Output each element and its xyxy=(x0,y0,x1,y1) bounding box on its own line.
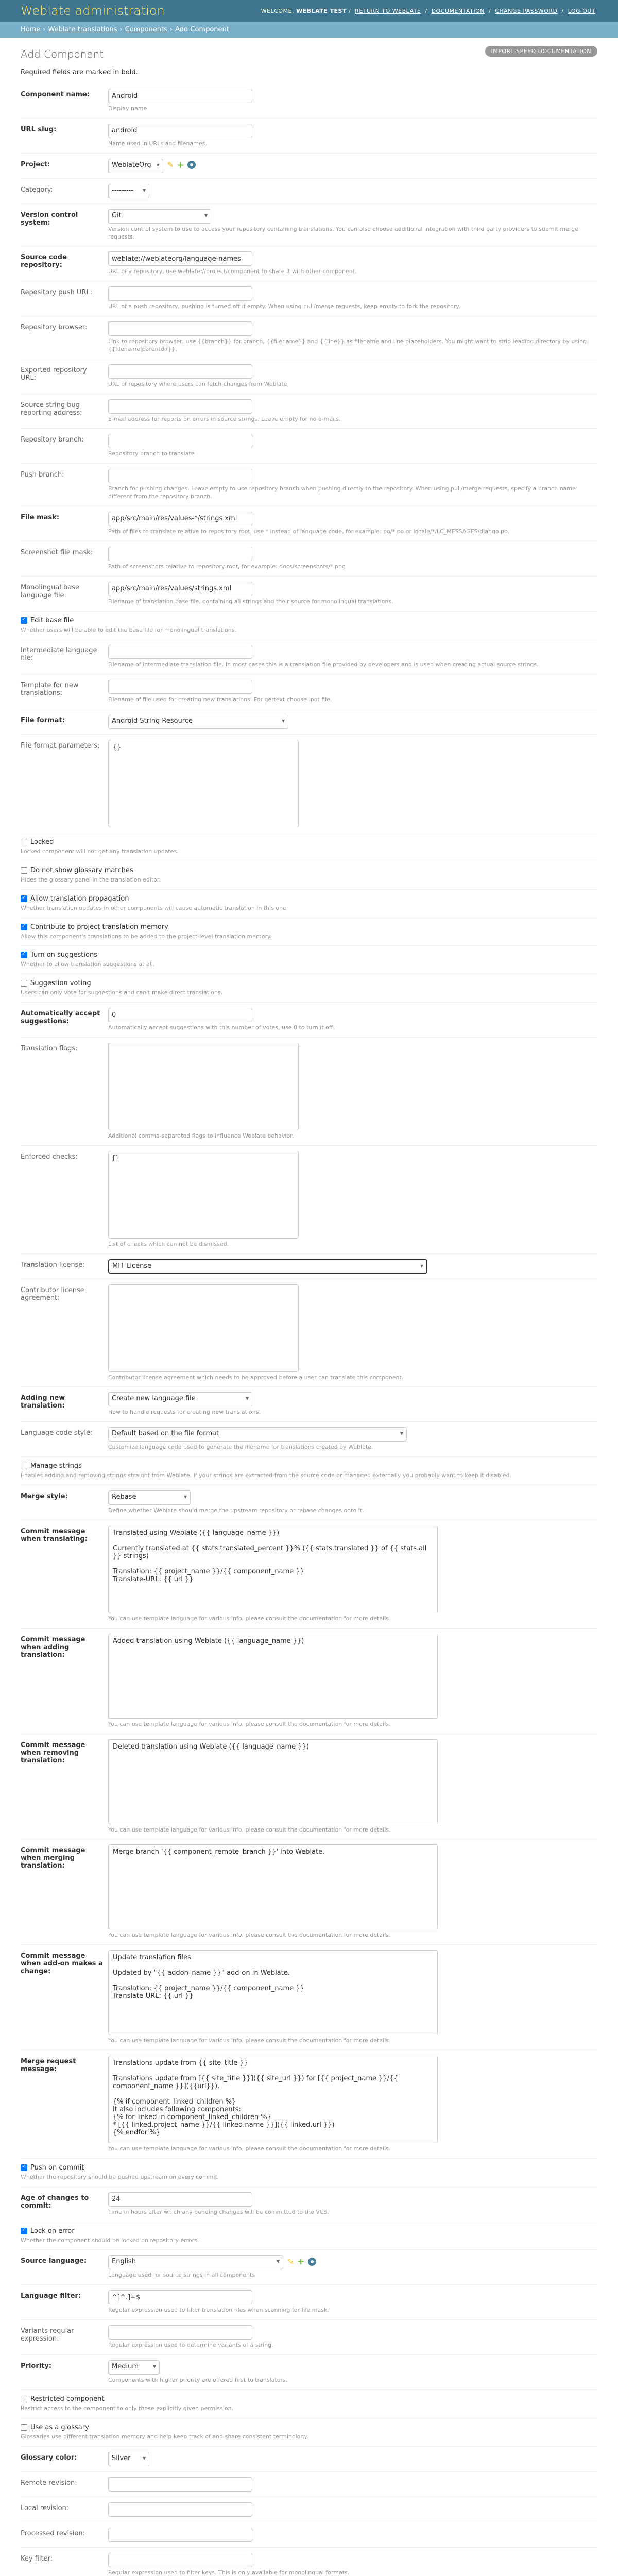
template-input[interactable] xyxy=(108,582,252,596)
pull-message-textarea[interactable] xyxy=(108,2056,438,2143)
is-glossary-help: Glossaries use different translation memory and help keep track of and share consistent terminology. xyxy=(21,2433,308,2440)
browser-input[interactable] xyxy=(108,321,252,336)
row-source-language xyxy=(21,2250,597,2285)
push-on-commit-help: Whether the repository should be pushed upstream on every commit. xyxy=(21,2173,219,2180)
push-help: URL of a push repository, pushing is turned off if empty. When using pull/merge requests, keep empty to fork the repository. xyxy=(108,303,460,310)
screenshot-mask-label: Screenshot file mask: xyxy=(21,548,93,556)
row-filemask xyxy=(21,506,597,541)
row-branch xyxy=(21,429,597,464)
row-suggestions xyxy=(21,946,597,974)
suggestions-label[interactable]: Turn on suggestions xyxy=(30,951,97,959)
priority-help: Components with higher priority are offered first to translators. xyxy=(108,2376,288,2383)
local-revision-input[interactable] xyxy=(108,2502,252,2517)
language-code-style-help: Customize language code used to generate the filename for translations created by Weblate. xyxy=(108,1444,373,1451)
row-flags xyxy=(21,1038,597,1146)
logout-link[interactable]: LOG OUT xyxy=(568,7,595,14)
commit-pending-age-label: Age of changes to commit: xyxy=(21,2194,89,2210)
row-variant-regex xyxy=(21,2320,597,2355)
locked-help: Locked component will not get any translation updates. xyxy=(21,848,179,855)
row-priority xyxy=(21,2355,597,2390)
glossary-matches-checkbox[interactable] xyxy=(21,867,27,874)
screenshot-mask-help: Path of screenshots relative to repository root, for example: docs/screenshots/*.png xyxy=(108,563,346,570)
restricted-checkbox[interactable] xyxy=(21,2396,27,2402)
browser-label: Repository browser: xyxy=(21,324,88,332)
suggestion-voting-checkbox[interactable] xyxy=(21,980,27,987)
new-lang-label: Adding new translation: xyxy=(21,1394,65,1410)
language-code-style-label: Language code style: xyxy=(21,1429,93,1437)
row-enforced-checks xyxy=(21,1146,597,1254)
row-key-filter xyxy=(21,2548,597,2576)
file-format-select[interactable]: Android String Resource ▾ xyxy=(108,715,288,729)
row-suggestion-voting xyxy=(21,974,597,1003)
vcs-label: Version control system: xyxy=(21,211,78,227)
merge-message-textarea[interactable] xyxy=(108,1844,438,1929)
merge-style-help: Define whether Weblate should merge the upstream repository or rebase changes onto it. xyxy=(108,1507,364,1514)
processed-revision-input[interactable] xyxy=(108,2528,252,2542)
vcs-help: Version control system to use to access your repository containing translations. You can also choose additional integration with third party providers to submit merge requests. xyxy=(108,225,578,240)
auto-lock-error-help: Whether the component should be locked on repository errors. xyxy=(21,2236,199,2244)
user-tools: WELCOME, WEBLATE TEST / RETURN TO WEBLATE / DOCUMENTATION / CHANGE PASSWORD / LOG OUT xyxy=(261,7,595,14)
contribute-memory-help: Allow this component's translations to be added to the project-level translation memory. xyxy=(21,933,272,940)
project-select[interactable]: WeblateOrg ▾ xyxy=(108,159,163,173)
page-title: Add Component xyxy=(21,48,104,60)
language-regex-input[interactable] xyxy=(108,2290,252,2304)
exported-input[interactable] xyxy=(108,364,252,379)
row-slug xyxy=(21,118,597,154)
flags-label: Translation flags: xyxy=(21,1044,78,1053)
row-contribute-memory xyxy=(21,918,597,946)
new-base-input[interactable] xyxy=(108,680,252,694)
row-edit-template xyxy=(21,612,597,640)
new-lang-select[interactable]: Create new language file ▾ xyxy=(108,1392,252,1406)
suggestion-voting-help: Users can only vote for suggestions and can't make direct translations. xyxy=(21,989,223,996)
flags-textarea[interactable] xyxy=(108,1043,299,1130)
license-select[interactable]: MIT License ▾ xyxy=(108,1259,427,1274)
report-label: Source string bug reporting address: xyxy=(21,401,82,417)
new-lang-help: How to handle requests for creating new translations. xyxy=(108,1409,261,1416)
row-template xyxy=(21,577,597,612)
glossary-matches-help: Hides the glossary panel in the translation editor. xyxy=(21,876,161,883)
row-vcs xyxy=(21,204,597,247)
row-processed-revision xyxy=(21,2522,597,2548)
file-format-params-textarea[interactable] xyxy=(108,740,299,827)
propagation-checkbox[interactable] xyxy=(21,895,27,902)
push-branch-label: Push branch: xyxy=(21,471,64,479)
contribute-memory-checkbox[interactable] xyxy=(21,924,27,930)
enforced-checks-textarea[interactable] xyxy=(108,1151,299,1239)
agreement-label: Contributor license agreement: xyxy=(21,1286,84,1302)
commit-message-textarea[interactable] xyxy=(108,1526,438,1613)
row-remote-revision xyxy=(21,2472,597,2497)
suggestions-checkbox[interactable] xyxy=(21,952,27,958)
return-link[interactable]: RETURN TO WEBLATE xyxy=(355,7,421,14)
language-code-style-select[interactable]: Default based on the file format ▾ xyxy=(108,1427,407,1442)
priority-select[interactable]: Medium ▾ xyxy=(108,2360,160,2375)
row-autoaccept xyxy=(21,1003,597,1038)
intermediate-help: Filename of intermediate translation file. In most cases this is a translation file provided by developers and is used when creating actual source strings. xyxy=(108,661,539,668)
push-branch-input[interactable] xyxy=(108,469,252,483)
license-label: Translation license: xyxy=(21,1261,85,1269)
agreement-textarea[interactable] xyxy=(108,1284,299,1372)
commit-pending-age-input[interactable] xyxy=(108,2192,252,2207)
breadcrumb-home[interactable]: Home xyxy=(21,26,41,33)
delete-message-help: You can use template language for various info, please consult the documentation for more details. xyxy=(108,1826,391,1833)
branch-help: Repository branch to translate xyxy=(108,450,195,457)
push-on-commit-checkbox[interactable] xyxy=(21,2164,27,2171)
slug-label: URL slug: xyxy=(21,125,57,133)
enforced-checks-help: List of checks which can not be dismissed. xyxy=(108,1240,229,1247)
row-restricted xyxy=(21,2390,597,2418)
flags-help: Additional comma-separated flags to influence Weblate behavior. xyxy=(108,1132,294,1139)
row-category xyxy=(21,179,597,204)
breadcrumb-current: Add Component xyxy=(175,26,229,33)
name-help: Display name xyxy=(108,105,147,112)
manage-units-label[interactable]: Manage strings xyxy=(30,1462,82,1470)
required-note: Required fields are marked in bold. xyxy=(21,69,138,76)
row-commit-message xyxy=(21,1520,597,1629)
priority-label: Priority: xyxy=(21,2362,52,2370)
language-regex-label: Language filter: xyxy=(21,2292,81,2300)
filemask-help: Path of files to translate relative to repository root, use * instead of language code, for example: po/*.po or locale/*/LC_MESSAGES/django.po. xyxy=(108,528,510,535)
row-manage-units xyxy=(21,1457,597,1485)
row-push-on-commit xyxy=(21,2159,597,2187)
is-glossary-label[interactable]: Use as a glossary xyxy=(30,2423,89,2431)
edit-template-checkbox[interactable] xyxy=(21,617,27,624)
template-help: Filename of translation base file, containing all strings and their source for monolingual translations. xyxy=(108,598,393,605)
push-input[interactable] xyxy=(108,286,252,301)
add-project-icon[interactable]: + xyxy=(177,159,185,171)
row-commit-pending-age xyxy=(21,2187,597,2222)
row-file-format-params xyxy=(21,735,597,833)
delete-message-label: Commit message when removing translation: xyxy=(21,1741,85,1765)
breadcrumb-app[interactable]: Weblate translations xyxy=(48,26,117,33)
row-browser xyxy=(21,316,597,359)
row-file-format xyxy=(21,709,597,735)
auto-lock-error-checkbox[interactable] xyxy=(21,2228,27,2234)
new-base-help: Filename of file used for creating new translations. For gettext choose .pot file. xyxy=(108,696,332,703)
remote-revision-input[interactable] xyxy=(108,2477,252,2492)
row-license xyxy=(21,1254,597,1279)
commit-message-help: You can use template language for various info, please consult the documentation for more details. xyxy=(108,1615,391,1622)
source-language-help: Language used for source strings in all components xyxy=(108,2272,255,2279)
add-message-textarea[interactable] xyxy=(108,1634,438,1719)
is-glossary-checkbox[interactable] xyxy=(21,2424,27,2431)
contribute-memory-label[interactable]: Contribute to project translation memory xyxy=(30,923,168,931)
variant-regex-label: Variants regular expression: xyxy=(21,2327,74,2343)
exported-help: URL of repository where users can fetch changes from Weblate xyxy=(108,380,287,387)
row-report xyxy=(21,394,597,429)
add-message-label: Commit message when adding translation: xyxy=(21,1635,85,1659)
add-message-help: You can use template language for various info, please consult the documentation for more details. xyxy=(108,1720,391,1727)
user-name: WEBLATE TEST xyxy=(296,7,347,14)
row-merge-style xyxy=(21,1485,597,1520)
row-propagation xyxy=(21,890,597,918)
row-add-message xyxy=(21,1629,597,1734)
slug-help: Name used in URLs and filenames. xyxy=(108,140,207,147)
intermediate-label: Intermediate language file: xyxy=(21,647,97,663)
import-speed-documentation-button[interactable]: IMPORT SPEED DOCUMENTATION xyxy=(485,46,597,57)
restricted-label[interactable]: Restricted component xyxy=(30,2395,105,2403)
category-select[interactable]: --------- ▾ xyxy=(108,184,149,198)
branch-input[interactable] xyxy=(108,434,252,448)
admin-header xyxy=(0,0,618,22)
repo-label: Source code repository: xyxy=(21,253,67,269)
name-input[interactable] xyxy=(108,89,252,103)
row-project xyxy=(21,154,597,179)
autoaccept-input[interactable] xyxy=(108,1008,252,1022)
row-local-revision xyxy=(21,2497,597,2522)
change-password-link[interactable]: CHANGE PASSWORD xyxy=(495,7,558,14)
processed-revision-label: Processed revision: xyxy=(21,2529,85,2537)
pull-message-label: Merge request message: xyxy=(21,2058,76,2074)
report-input[interactable] xyxy=(108,399,252,414)
row-name xyxy=(21,83,597,118)
autoaccept-label: Automatically accept suggestions: xyxy=(21,1010,100,1026)
manage-units-help: Enables adding and removing strings straight from Weblate. If your strings are extracted from the source code or managed externally you probably want to keep it disabled. xyxy=(21,1472,512,1479)
row-pull-message xyxy=(21,2050,597,2159)
new-base-label: Template for new translations: xyxy=(21,682,79,698)
key-filter-help: Regular expression used to filter keys. This is only available for monolingual formats. xyxy=(108,2569,350,2576)
vcs-select[interactable]: Git ▾ xyxy=(108,209,211,224)
row-agreement xyxy=(21,1279,597,1387)
source-language-select[interactable]: English ▾ xyxy=(108,2255,283,2269)
documentation-link[interactable]: DOCUMENTATION xyxy=(431,7,485,14)
project-label: Project: xyxy=(21,160,50,168)
view-project-icon[interactable] xyxy=(187,161,196,169)
report-help: E-mail address for reports on errors in source strings. Leave empty for no e-mails. xyxy=(108,415,341,422)
row-push-branch xyxy=(21,464,597,506)
category-label: Category: xyxy=(21,185,53,194)
key-filter-input[interactable] xyxy=(108,2553,252,2567)
commit-pending-age-help: Time in hours after which any pending changes will be committed to the VCS. xyxy=(108,2208,329,2215)
object-tools xyxy=(485,46,597,57)
filemask-input[interactable] xyxy=(108,512,252,526)
intermediate-input[interactable] xyxy=(108,645,252,659)
addon-message-textarea[interactable] xyxy=(108,1950,438,2035)
merge-style-select[interactable]: Rebase ▾ xyxy=(108,1490,191,1505)
autoaccept-help: Automatically accept suggestions with this number of votes, use 0 to turn it off. xyxy=(108,1024,335,1031)
main-content xyxy=(0,38,618,2576)
file-format-params-label: File format parameters: xyxy=(21,742,100,750)
push-on-commit-label[interactable]: Push on commit xyxy=(30,2163,84,2172)
merge-message-help: You can use template language for various info, please consult the documentation for more details. xyxy=(108,1931,391,1939)
row-locked xyxy=(21,833,597,861)
locked-label[interactable]: Locked xyxy=(30,838,54,846)
edit-project-icon[interactable]: ✎ xyxy=(167,160,174,170)
browser-help: Link to repository browser, use {{branch}} for branch, {{filename}} and {{line}} as filename and line placeholders. You might want to strip leading directory by using {{filename|parentdir}}. xyxy=(108,338,587,352)
merge-style-label: Merge style: xyxy=(21,1493,68,1500)
template-label: Monolingual base language file: xyxy=(21,583,80,599)
pull-message-help: You can use template language for various info, please consult the documentation for more details. xyxy=(108,2145,391,2153)
row-intermediate xyxy=(21,639,597,674)
edit-template-label[interactable]: Edit base file xyxy=(30,616,74,624)
glossary-color-label: Glossary color: xyxy=(21,2453,77,2462)
row-auto-lock-error xyxy=(21,2222,597,2250)
agreement-help: Contributor license agreement which needs to be approved before a user can translate this component. xyxy=(108,1374,404,1381)
auto-lock-error-label[interactable]: Lock on error xyxy=(30,2227,75,2235)
screenshot-mask-input[interactable] xyxy=(108,547,252,561)
exported-label: Exported repository URL: xyxy=(21,366,87,382)
restricted-help: Restrict access to the component to only those explicitly given permission. xyxy=(21,2404,234,2412)
addon-message-help: You can use template language for various info, please consult the documentation for more details. xyxy=(108,2037,391,2044)
row-repo xyxy=(21,246,597,281)
breadcrumb: Home › Weblate translations › Components › Add Component xyxy=(0,22,618,38)
manage-units-checkbox[interactable] xyxy=(21,1463,27,1469)
source-language-label: Source language: xyxy=(21,2257,87,2265)
row-addon-message xyxy=(21,1945,597,2050)
edit-template-help: Whether users will be able to edit the base file for monolingual translations. xyxy=(21,626,237,633)
remote-revision-label: Remote revision: xyxy=(21,2479,77,2487)
site-branding[interactable]: Weblate administration xyxy=(21,4,165,18)
row-exported xyxy=(21,359,597,394)
locked-checkbox[interactable] xyxy=(21,839,27,845)
row-push xyxy=(21,281,597,316)
row-merge-message xyxy=(21,1839,597,1945)
enforced-checks-label: Enforced checks: xyxy=(21,1153,78,1161)
merge-message-label: Commit message when merging translation: xyxy=(21,1846,85,1870)
row-is-glossary xyxy=(21,2418,597,2447)
variant-regex-help: Regular expression used to determine variants of a string. xyxy=(108,2342,273,2349)
row-new-base xyxy=(21,674,597,709)
filemask-label: File mask: xyxy=(21,513,60,521)
breadcrumb-model[interactable]: Components xyxy=(125,26,167,33)
glossary-matches-label[interactable]: Do not show glossary matches xyxy=(30,866,133,874)
view-language-icon[interactable] xyxy=(308,2258,316,2266)
repo-input[interactable] xyxy=(108,251,252,266)
delete-message-textarea[interactable] xyxy=(108,1739,438,1824)
row-language-regex xyxy=(21,2285,597,2320)
glossary-color-select[interactable]: Silver ▾ xyxy=(108,2452,149,2466)
row-new-lang xyxy=(21,1387,597,1422)
add-language-icon[interactable]: + xyxy=(297,2256,305,2267)
push-branch-help: Branch for pushing changes. Leave empty to use repository branch when pushing directly to the repository. When using pull/merge requests, specify a branch name different from the repository branch. xyxy=(108,485,576,500)
suggestions-help: Whether to allow translation suggestions at all. xyxy=(21,961,155,968)
key-filter-label: Key filter: xyxy=(21,2554,53,2563)
variant-regex-input[interactable] xyxy=(108,2325,252,2340)
local-revision-label: Local revision: xyxy=(21,2504,69,2512)
suggestion-voting-label[interactable]: Suggestion voting xyxy=(30,979,91,988)
welcome-text: WELCOME, xyxy=(261,7,294,14)
row-glossary-color xyxy=(21,2447,597,2472)
file-format-label: File format: xyxy=(21,717,65,725)
branch-label: Repository branch: xyxy=(21,436,84,444)
name-label: Component name: xyxy=(21,91,90,98)
slug-input[interactable] xyxy=(108,124,252,138)
row-screenshot-mask xyxy=(21,541,597,577)
row-glossary-matches xyxy=(21,861,597,890)
edit-language-icon[interactable]: ✎ xyxy=(287,2257,294,2266)
row-delete-message xyxy=(21,1734,597,1840)
row-language-code-style xyxy=(21,1422,597,1457)
language-regex-help: Regular expression used to filter translation files when scanning for file mask. xyxy=(108,2307,329,2314)
repo-help: URL of a repository, use weblate://project/component to share it with other component. xyxy=(108,268,357,275)
commit-message-label: Commit message when translating: xyxy=(21,1527,88,1543)
propagation-help: Whether translation updates in other components will cause automatic translation in this one xyxy=(21,904,286,911)
addon-message-label: Commit message when add-on makes a change: xyxy=(21,1952,103,1976)
push-label: Repository push URL: xyxy=(21,289,93,297)
propagation-label[interactable]: Allow translation propagation xyxy=(30,894,129,903)
